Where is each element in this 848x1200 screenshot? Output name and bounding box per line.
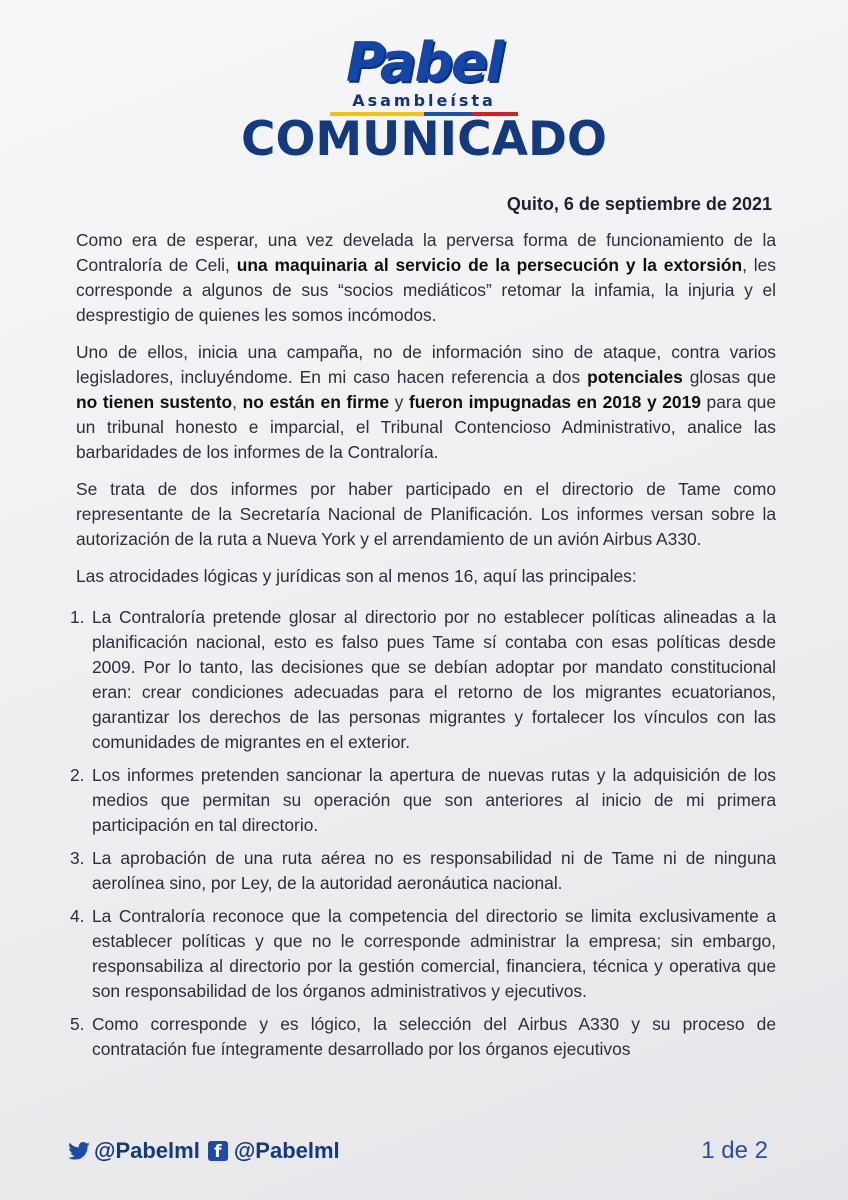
list-number: 1.	[70, 607, 85, 627]
logo-subtitle: Asambleísta	[352, 91, 496, 110]
social-handles	[68, 1137, 340, 1164]
list-item	[70, 605, 776, 755]
list-text: La aprobación de una ruta aérea no es responsabilidad ni de Tame ni de ninguna aerolínea sino, por Ley, de la autoridad aeronáutica nacional.	[92, 848, 776, 893]
page-title: COMUNICADO	[240, 112, 608, 167]
paragraph-2: Uno de ellos, inicia una campaña, no de información sino de ataque, contra varios legisladores, incluyéndome. En mi caso hacen referencia a dos potenciales glosas que no tienen sustento, no están en firme y fueron impugnadas en 2018 y 2019 para que un tribunal honesto e imparcial, el Tribunal Contencioso Administrativo, analice las barbaridades de los informes de la Contraloría.	[76, 342, 777, 462]
list-item	[70, 846, 776, 896]
twitter-handle[interactable]: @Pabelml	[94, 1138, 200, 1164]
paragraph-3: Se trata de dos informes por haber participado en el directorio de Tame como representante de la Secretaría Nacional de Planificación. Los informes versan sobre la autorización de la ruta a Nueva York y el arrendamiento de un avión Airbus A330.	[76, 479, 776, 549]
list-text: La Contraloría reconoce que la competencia del directorio se limita exclusivamente a establecer políticas y que no le corresponde administrar la empresa; sin embargo, responsabiliza al directorio por la gestión comercial, financiera, técnica y operativa que son responsabilidad de los órganos administrativos y ejecutivos.	[92, 906, 776, 1001]
facebook-icon: f	[208, 1141, 228, 1161]
list-text: Como corresponde y es lógico, la selección del Airbus A330 y su proceso de contratación fue íntegramente desarrollado por los órganos ejecutivos	[92, 1014, 776, 1059]
list-item	[70, 763, 776, 838]
page-number: 1 de 2	[701, 1137, 768, 1164]
paragraph-4: Las atrocidades lógicas y jurídicas son al menos 16, aquí las principales:	[76, 566, 637, 586]
list-item	[70, 904, 776, 1004]
list-number: 5.	[70, 1014, 85, 1034]
paragraph-1: Como era de esperar, una vez develada la perversa forma de funcionamiento de la Contraloría de Celi, una maquinaria al servicio de la persecución y la extorsión, les corresponde a algunos de sus “socios mediáticos” retomar la infamia, la injuria y el desprestigio de quienes les somos incómodos.	[76, 230, 776, 325]
footer	[68, 1133, 768, 1169]
list-text: La Contraloría pretende glosar al directorio por no establecer políticas alineadas a la planificación nacional, esto es falso pues Tame sí contaba con esas políticas desde 2009. Por lo tanto, las decisiones que se debían adoptar por mandato constitucional eran: crear condiciones adecuadas para el retorno de los migrantes ecuatorianos, garantizar los derechos de las personas migrantes y fortalecer los vínculos con las comunidades de migrantes en el exterior.	[92, 607, 776, 752]
communique-body	[70, 228, 777, 1070]
list-number: 3.	[70, 848, 85, 868]
date-line: Quito, 6 de septiembre de 2021	[506, 194, 772, 214]
list-number: 4.	[70, 906, 85, 926]
logo-wordmark: Pabel	[345, 31, 503, 94]
list-item	[70, 1012, 776, 1062]
list-text: Los informes pretenden sancionar la apertura de nuevas rutas y la adquisición de los medios que permitan su operación que son anteriores al inicio de mi primera participación en tal directorio.	[92, 765, 776, 835]
numbered-list	[70, 605, 776, 1062]
twitter-icon	[68, 1142, 90, 1160]
list-number: 2.	[70, 765, 85, 785]
pabel-logo	[0, 31, 848, 116]
facebook-handle[interactable]: @Pabelml	[233, 1138, 340, 1164]
